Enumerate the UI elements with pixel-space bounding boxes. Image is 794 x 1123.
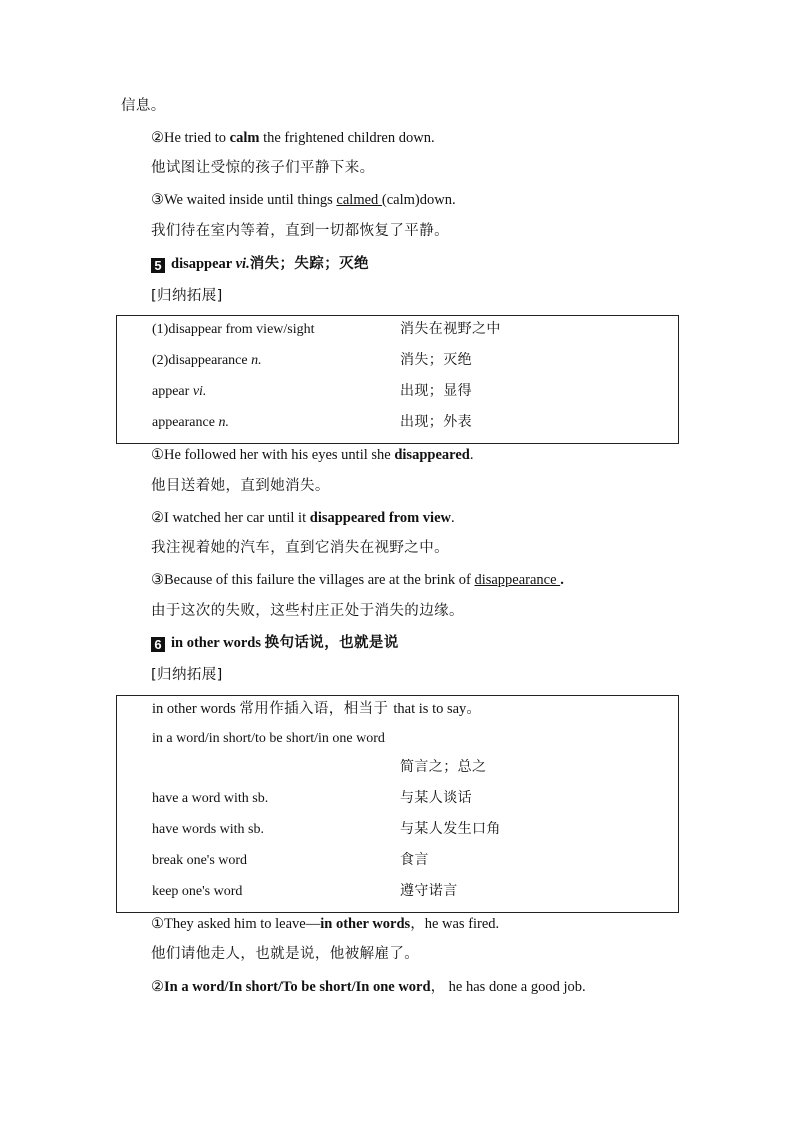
example-text: They asked him to leave—: [164, 916, 321, 932]
example-text: ，he was fired.: [410, 916, 500, 932]
in-other-words-example-1-translation: 他们请他走人，也就是说，他被解雇了。: [151, 946, 420, 962]
vocab-phrase: in other words: [171, 635, 265, 651]
example-number: ①: [151, 916, 164, 932]
table-cell-zh: 出现；外表: [400, 414, 472, 430]
part-of-speech: n.: [218, 415, 229, 430]
note-en: that is to say: [393, 701, 467, 717]
example-text: We waited inside until things: [164, 192, 337, 208]
section-label-expansion: [归纳拓展]: [151, 288, 223, 304]
keyword-bold: in other words: [320, 916, 411, 932]
part-of-speech: vi.: [235, 256, 250, 272]
example-text: (calm)down.: [381, 192, 456, 208]
note-zh: 常用作插入语，相当于: [239, 701, 394, 717]
table-cell-en: keep one's word: [152, 884, 243, 899]
calm-example-3: [151, 190, 456, 210]
example-text: He followed her with his eyes until she: [164, 447, 395, 463]
usage-note: [152, 699, 481, 720]
table-cell-zh: 与某人谈话: [400, 790, 472, 806]
part-of-speech: n.: [251, 353, 262, 368]
keyword-bold: disappeared from view: [309, 510, 451, 526]
table-cell-zh: 遵守诺言: [400, 883, 458, 899]
fill-blank-answer: disappearance: [474, 572, 561, 588]
table-cell-zh: 与某人发生口角: [400, 821, 501, 837]
table-cell-zh: 消失在视野之中: [400, 321, 501, 337]
table-cell-zh: 消失；灭绝: [400, 352, 472, 368]
example-text: .: [451, 510, 455, 526]
intro-tail-text: 信息。: [121, 98, 166, 114]
example-number: ②: [151, 979, 164, 995]
vocab-meaning: 消失；失踪；灭绝: [249, 256, 369, 272]
disappear-example-2-translation: 我注视着她的汽车，直到它消失在视野之中。: [151, 540, 449, 556]
part-of-speech: vi.: [192, 384, 207, 399]
vocab-heading-disappear: [151, 254, 369, 275]
disappear-example-3: [151, 570, 564, 590]
vocab-meaning: 换句话说，也就是说: [264, 635, 399, 651]
item-number-badge: 5: [151, 258, 165, 273]
table-cell-zh: 出现；显得: [400, 383, 472, 399]
section-label-expansion: [归纳拓展]: [151, 667, 223, 683]
table-word: (2)disappearance: [152, 353, 252, 368]
table-cell-zh: 简言之；总之: [400, 759, 487, 775]
calm-example-2: [151, 128, 435, 148]
table-cell-zh: 食言: [400, 852, 429, 868]
calm-example-2-translation: 他试图让受惊的孩子们平静下来。: [151, 160, 375, 176]
example-text: I watched her car until it: [164, 510, 310, 526]
expansion-table-disappear: [116, 315, 679, 444]
table-cell-en: in a word/in short/to be short/in one word: [152, 731, 385, 746]
example-text: Because of this failure the villages are at the brink of: [164, 572, 475, 588]
table-cell-en: [152, 351, 262, 371]
table-word: appear: [152, 384, 193, 399]
example-text: He tried to: [164, 130, 230, 146]
note-en: in other words: [152, 701, 240, 717]
expansion-table-in-other-words: [116, 695, 679, 913]
disappear-example-3-translation: 由于这次的失败，这些村庄正处于消失的边缘。: [151, 603, 464, 619]
in-other-words-example-1: [151, 914, 499, 934]
example-text: .: [560, 572, 564, 588]
disappear-example-1-translation: 他目送着她，直到她消失。: [151, 478, 330, 494]
table-cell-en: break one's word: [152, 853, 248, 868]
table-cell-en: [152, 413, 229, 433]
calm-example-3-translation: 我们待在室内等着，直到一切都恢复了平静。: [151, 223, 449, 239]
table-cell-en: [152, 382, 206, 402]
table-cell-en: have words with sb.: [152, 822, 264, 837]
disappear-example-1: [151, 445, 473, 465]
note-punct: 。: [466, 701, 482, 717]
vocab-heading-in-other-words: [151, 633, 399, 654]
example-number: ②: [151, 510, 164, 526]
table-cell-en: have a word with sb.: [152, 791, 269, 806]
table-cell-en: (1)disappear from view/sight: [152, 322, 315, 337]
keyword-bold: In a word/In short/To be short/In one word: [164, 979, 431, 995]
example-text: .: [469, 447, 474, 463]
example-number: ③: [151, 192, 164, 208]
fill-blank-answer: calmed: [336, 192, 382, 208]
table-word: appearance: [152, 415, 219, 430]
keyword-bold: calm: [229, 130, 260, 146]
example-number: ①: [151, 447, 164, 463]
example-text: ， he has done a good job.: [430, 979, 586, 995]
keyword-bold: disappeared: [394, 447, 470, 463]
vocab-word: disappear: [171, 256, 236, 272]
item-number-badge: 6: [151, 637, 165, 652]
in-other-words-example-2: [151, 977, 586, 997]
example-text: the frightened children down.: [259, 130, 435, 146]
example-number: ②: [151, 130, 164, 146]
disappear-example-2: [151, 508, 455, 528]
example-number: ③: [151, 572, 164, 588]
